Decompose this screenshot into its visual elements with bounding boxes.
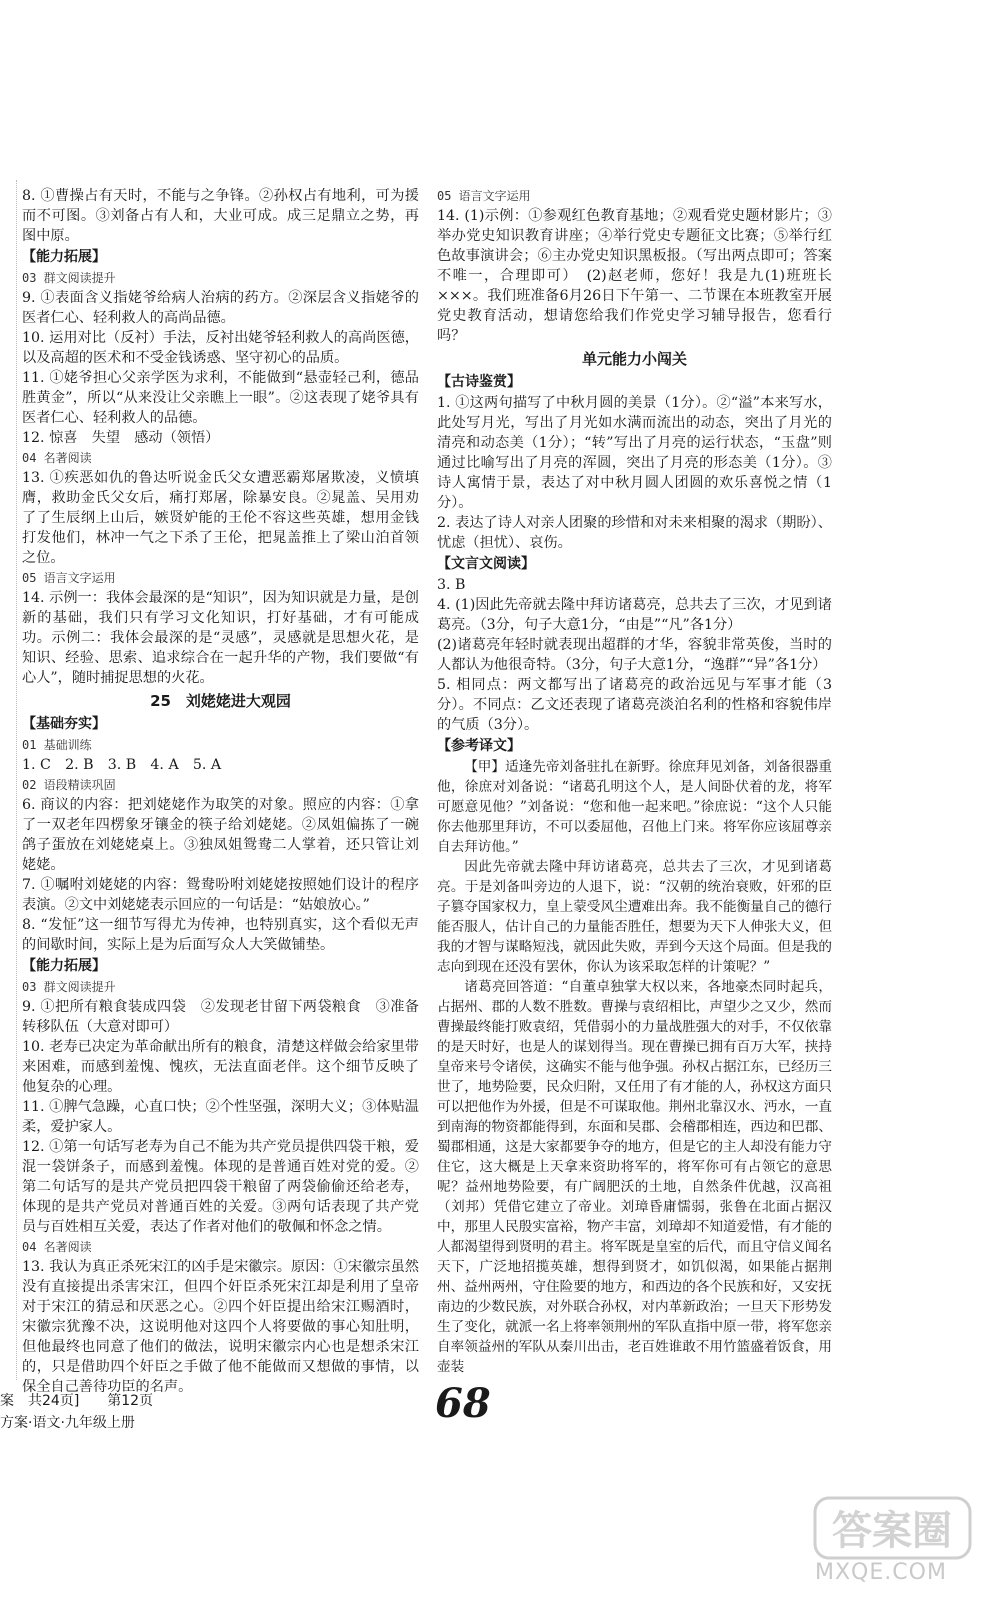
- right-column: [437, 186, 832, 1377]
- subsection-label: 05 语言文字运用: [22, 571, 116, 585]
- section-heading: 【能力拓展】: [22, 249, 106, 265]
- answer-item: 9. ①把所有粮食装成四袋 ②发现老甘留下两袋粮食 ③准备转移队伍（大意对即可）: [22, 999, 419, 1035]
- section-heading: 【基础夯实】: [22, 716, 106, 732]
- answer-item: 6. 商议的内容：把刘姥姥作为取笑的对象。照应的内容：①拿了一双老年四楞象牙镶金的筷子给刘姥姥。②凤姐偏拣了一碗鸽子蛋放在刘姥姥桌上。③独凤姐鸳鸯二人掌着，还只管让刘姥姥。: [22, 797, 419, 873]
- subsection-label: 03 群文阅读提升: [22, 271, 116, 285]
- answer-item: 13. 我认为真正杀死宋江的凶手是宋徽宗。原因：①宋徽宗虽然没有直接提出杀害宋江，但四个奸臣杀死宋江却是利用了皇帝对于宋江的猜忌和厌恶之心。②四个奸臣提出给宋江赐酒时，宋徽宗犹豫不决，这说明他对这四个人将要做的事心知肚明，但他最终也同意了他们的做法，说明宋徽宗内心也是想杀宋江的，只是借助四个奸臣之手做了他不能做而又想做的事情，以保全自己善待功臣的名声。: [22, 1259, 419, 1395]
- subsection-label: 02 语段精读巩固: [22, 778, 116, 792]
- footer: [0, 1390, 200, 1434]
- subsection-label: 01 基础训练: [22, 738, 92, 752]
- answer-item: 12. ①第一句话写老寿为自己不能为共产党员提供四袋干粮，爱混一袋饼条子，而感到羞愧。体现的是普通百姓对党的爱。②第二句话写的是共产党员把四袋干粮留了两袋偷偷还给老寿，体现的是共产党员对普通百姓的关爱。③两句话表现了共产党员与百姓相互关爱，表达了作者对他们的敬佩和怀念之情。: [22, 1139, 419, 1235]
- left-column: [22, 186, 419, 1397]
- section-heading: 【古诗鉴赏】: [437, 374, 521, 390]
- answer-item: (2)诸葛亮年轻时就表现出超群的才华，容貌非常英俊，当时的人都认为他很奇特。（3分，句子大意1分，“逸群”“异”各1分）: [437, 637, 832, 673]
- translation-paragraph: 【甲】适逢先帝刘备驻扎在新野。徐庶拜见刘备，刘备很器重他，徐庶对刘备说：“诸葛孔明这个人，是人间卧伏着的龙，将军可愿意见他？”刘备说：“您和他一起来吧。”徐庶说：“这个人只能你去他那里拜访，不可以委屈他，召他上门来。将军你应该屈尊亲自去拜访他。”: [437, 759, 832, 855]
- answer-item: 8. “发怔”这一细节写得尤为传神，也特别真实，这个看似无声的间歇时间，实际上是为后面写众人大笑做铺垫。: [22, 917, 419, 953]
- lesson-title: 25 刘姥姥进大观园: [150, 692, 291, 710]
- answer-item: 3. B: [437, 577, 466, 593]
- answer-item: 12. 惊喜 失望 感动（领悟）: [22, 430, 220, 446]
- subsection-label: 04 名著阅读: [22, 1240, 92, 1254]
- answer-item: 5. 相同点：两文都写出了诸葛亮的政治远见与军事才能（3分）。不同点：乙文还表现了诸葛亮淡泊名利的性格和容貌伟岸的气质（3分）。: [437, 677, 832, 733]
- binding-margin: [0, 180, 17, 1380]
- subsection-label: 03 群文阅读提升: [22, 980, 116, 994]
- answer-item: 1. C 2. B 3. B 4. A 5. A: [22, 757, 222, 773]
- translation-paragraph: 诸葛亮回答道：“自董卓独掌大权以来，各地豪杰同时起兵，占据州、郡的人数不胜数。曹操与袁绍相比，声望少之又少，然而曹操最终能打败袁绍，凭借弱小的力量战胜强大的对手，不仅依靠的是天时好，也是人的谋划得当。现在曹操已拥有百万大军，挟持皇帝来号令诸侯，这确实不能与他争强。孙权占据江东，已经历三世了，地势险要，民众归附，又任用了有才能的人，孙权这方面只可以把他作为外援，但是不可谋取他。荆州北靠汉水、沔水，一直到南海的物资都能得到，东面和吴郡、会稽郡相连，西边和巴郡、蜀郡相通，这是大家都要争夺的地方，但是它的主人却没有能力守住它，这大概是上天拿来资助将军的，将军你可有占领它的意思呢？益州地势险要，有广阔肥沃的土地，自然条件优越，汉高祖（刘邦）凭借它建立了帝业。刘璋昏庸懦弱，张鲁在北面占据汉中，那里人民殷实富裕，物产丰富，刘璋却不知道爱惜，有才能的人都渴望得到贤明的君主。将军既是皇室的后代，而且守信义闻名天下，广泛地招揽英雄，想得到贤才，如饥似渴，如果能占据荆州、益州两州，守住险要的地方，和西边的各个民族和好，又安抚南边的少数民族，对外联合孙权，对内革新政治；一旦天下形势发生了变化，就派一名上将率领荆州的军队直指中原一带，将军您亲自率领益州的军队从秦川出击，老百姓谁敢不用竹篮盛着饭食，用壶装: [437, 979, 832, 1375]
- subsection-label: 04 名著阅读: [22, 451, 92, 465]
- answer-item: 7. ①嘱咐刘姥姥的内容：鸳鸯吩咐刘姥姥按照她们设计的程序表演。②文中刘姥姥表示回应的一句话是：“姑娘放心。”: [22, 877, 419, 913]
- answer-item: 11. ①姥爷担心父亲学医为求利，不能做到“悬壶轻己利，德品胜黄金”，所以“从来没让父亲瞧上一眼”。②这表现了姥爷具有医者仁心、轻利救人的品德。: [22, 370, 419, 426]
- subsection-label: 05 语言文字运用: [437, 189, 531, 203]
- translation-paragraph: 因此先帝就去隆中拜访诸葛亮，总共去了三次，才见到诸葛亮。于是刘备叫旁边的人退下，说：“汉朝的统治衰败，奸邪的臣子篡夺国家权力，皇上蒙受风尘遭难出奔。我不能衡量自己的德行能否服人，估计自己的力量能否胜任，想要为天下人伸张大义，但我的才智与谋略短浅，就因此失败，弄到今天这个局面。但是我的志向到现在还没有罢休，你认为该采取怎样的计策呢？”: [437, 859, 832, 975]
- answer-item: 8. ①曹操占有天时，不能与之争锋。②孙权占有地利，可为援而不可图。③刘备占有人和，大业可成。成三足鼎立之势，再图中原。: [22, 188, 419, 244]
- watermark-url: MXQE.COM: [815, 1560, 947, 1585]
- section-heading: 【文言文阅读】: [437, 556, 535, 572]
- answer-item: 10. 运用对比（反衬）手法，反衬出姥爷轻利救人的高尚医德，以及高超的医术和不受金钱诱惑、坚守初心的品质。: [22, 330, 419, 366]
- answer-item: 14. (1)示例：①参观红色教育基地；②观看党史题材影片；③举办党史知识教育讲座；④举行党史专题征文比赛；⑤举行红色故事演讲会；⑥主办党史知识黑板报。（写出两点即可；答案不唯一，合理即可） (2)赵老师，您好！我是九(1)班班长×××。我们班准备6月26日下午第一、二节课在本班教室开展党史教育活动，想请您给我们作党史学习辅导报告，您看行吗？: [437, 208, 832, 344]
- page-number: 68: [435, 1380, 491, 1427]
- answer-item: 2. 表达了诗人对亲人团聚的珍惜和对未来相聚的渴求（期盼）、忧虑（担忧）、哀伤。: [437, 515, 832, 551]
- answer-item: 11. ①脾气急躁，心直口快；②个性坚强，深明大义；③体贴温柔，爱护家人。: [22, 1099, 419, 1135]
- section-heading: 【参考译文】: [437, 738, 521, 754]
- answer-item: 10. 老寿已决定为革命献出所有的粮食，清楚这样做会给家里带来困难，而感到羞愧、愧疚，无法直面老伴。这个细节反映了他复杂的心理。: [22, 1039, 419, 1095]
- answer-item: 4. (1)因此先帝就去隆中拜访诸葛亮，总共去了三次，才见到诸葛亮。（3分，句子大意1分，“由是”“凡”各1分）: [437, 597, 832, 633]
- answer-item: 9. ①表面含义指姥爷给病人治病的药方。②深层含义指姥爷的医者仁心、轻利救人的高尚品德。: [22, 290, 419, 326]
- lesson-title: 单元能力小闯关: [581, 350, 687, 368]
- answer-item: 13. ①疾恶如仇的鲁达听说金氏父女遭恶霸郑屠欺凌，义愤填膺，救助金氏父女后，痛打郑屠，除暴安良。②晁盖、吴用劝了了生辰纲上山后，嫉贤妒能的王伦不容这些英雄，想用金钱打发他们，林冲一气之下杀了王伦，把晁盖推上了梁山泊首领之位。: [22, 470, 419, 566]
- section-heading: 【能力拓展】: [22, 958, 106, 974]
- answer-item: 14. 示例一：我体会最深的是“知识”，因为知识就是力量，是创新的基础，我们只有学习文化知识，打好基础，才有可能成功。示例二：我体会最深的是“灵感”，灵感就是思想火花，是知识、经验、思索、追求综合在一起升华的产物，我们要做“有心人”，随时捕捉思想的火花。: [22, 590, 419, 686]
- watermark-logo-text: 答案圈: [832, 1508, 952, 1554]
- footer-book-title: 方案·语文·九年级上册: [0, 1415, 135, 1431]
- answer-item: 1. ①这两句描写了中秋月圆的美景（1分）。②“溢”本来写水，此处写月光，写出了月光如水满而流出的动态，突出了月光的清亮和动态美（1分）；“转”写出了月亮的运行状态，“玉盘”则通过比喻写出了月亮的浑圆，突出了月亮的形态美（1分）。③诗人寓情于景，表达了对中秋月圆人团圆的欢乐喜悦之情（1分）。: [437, 395, 832, 511]
- footer-pages: 案 共24页] 第12页: [0, 1393, 154, 1409]
